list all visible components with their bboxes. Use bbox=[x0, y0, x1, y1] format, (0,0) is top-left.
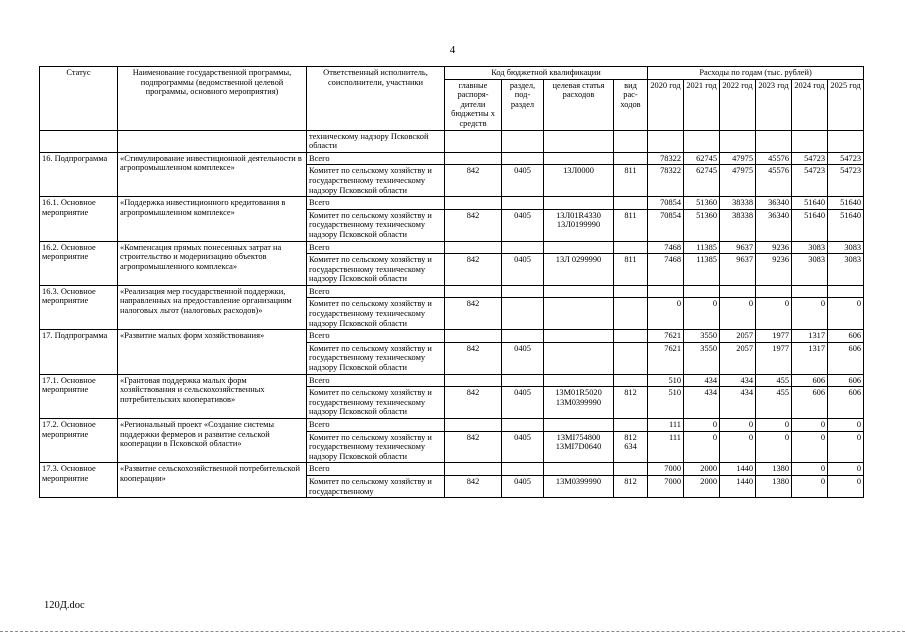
row-executor: Комитет по сельскому хозяйству и государственному техническому надзору Псковской области bbox=[307, 342, 445, 374]
year-value: 606 bbox=[792, 387, 828, 419]
code-rz: 0405 bbox=[502, 342, 544, 374]
code-gr: 842 bbox=[445, 165, 502, 197]
continuation-empty bbox=[502, 130, 544, 152]
row-executor: Комитет по сельскому хозяйству и государственному техническому надзору Псковской области bbox=[307, 254, 445, 286]
total-code-empty bbox=[445, 152, 502, 165]
row-name: «Региональный проект «Создание системы поддержки фермеров и развитие сельской кооперации в Псковской области» bbox=[118, 419, 307, 463]
code-cs: 13MI754800 13MI7D0640 bbox=[544, 431, 614, 463]
total-value bbox=[684, 285, 720, 298]
code-cs: 13Л01R4330 13Л0199990 bbox=[544, 209, 614, 241]
year-value: 47975 bbox=[720, 165, 756, 197]
year-value: 1977 bbox=[756, 342, 792, 374]
code-rz: 0405 bbox=[502, 475, 544, 497]
total-code-empty bbox=[614, 197, 648, 210]
row-name: «Грантовая поддержка малых форм хозяйствования и сельскохозяйственных потребительских кооперативов» bbox=[118, 374, 307, 418]
year-value: 0 bbox=[828, 475, 864, 497]
total-code-empty bbox=[502, 241, 544, 254]
total-code-empty bbox=[502, 285, 544, 298]
row-name: «Стимулирование инвестиционной деятельности в агропромышленном комплексе» bbox=[118, 152, 307, 196]
year-value: 3083 bbox=[828, 254, 864, 286]
code-gr: 842 bbox=[445, 209, 502, 241]
year-value: 9236 bbox=[756, 254, 792, 286]
year-value: 0 bbox=[828, 298, 864, 330]
code-vr: 812 bbox=[614, 387, 648, 419]
code-rz bbox=[502, 298, 544, 330]
table-row bbox=[40, 241, 864, 254]
row-status: 17.1. Основное мероприятие bbox=[40, 374, 118, 418]
total-value: 606 bbox=[828, 374, 864, 387]
code-gr: 842 bbox=[445, 475, 502, 497]
code-cs: 13Л 0299990 bbox=[544, 254, 614, 286]
total-value bbox=[756, 285, 792, 298]
total-value: 1317 bbox=[792, 330, 828, 343]
year-value: 0 bbox=[720, 298, 756, 330]
continuation-executor: техническому надзору Псковской области bbox=[307, 130, 445, 152]
header-name: Наименование государственной программы, подпрограммы (ведомственной целевой программы, основного мероприятия) bbox=[118, 67, 307, 131]
code-gr: 842 bbox=[445, 387, 502, 419]
row-executor: Комитет по сельскому хозяйству и государственному техническому надзору Псковской области bbox=[307, 431, 445, 463]
total-code-empty bbox=[614, 374, 648, 387]
code-rz: 0405 bbox=[502, 387, 544, 419]
total-value bbox=[720, 285, 756, 298]
code-rz: 0405 bbox=[502, 209, 544, 241]
year-value: 0 bbox=[792, 298, 828, 330]
budget-table bbox=[39, 66, 864, 498]
continuation-empty bbox=[614, 130, 648, 152]
year-value: 0 bbox=[648, 298, 684, 330]
total-code-empty bbox=[544, 330, 614, 343]
code-cs: 13Л0000 bbox=[544, 165, 614, 197]
row-status: 16.2. Основное мероприятие bbox=[40, 241, 118, 285]
total-label: Всего bbox=[307, 241, 445, 254]
total-code-empty bbox=[445, 419, 502, 432]
year-value: 45576 bbox=[756, 165, 792, 197]
total-value: 434 bbox=[684, 374, 720, 387]
continuation-empty bbox=[756, 130, 792, 152]
year-value: 434 bbox=[684, 387, 720, 419]
continuation-empty bbox=[792, 130, 828, 152]
year-value: 2000 bbox=[684, 475, 720, 497]
header-year-4: 2024 год bbox=[792, 79, 828, 130]
total-value: 0 bbox=[828, 419, 864, 432]
continuation-name-cell bbox=[118, 130, 307, 152]
total-code-empty bbox=[544, 463, 614, 476]
total-label: Всего bbox=[307, 374, 445, 387]
total-value: 9236 bbox=[756, 241, 792, 254]
header-year-5: 2025 год bbox=[828, 79, 864, 130]
year-value: 1317 bbox=[792, 342, 828, 374]
table-row bbox=[40, 374, 864, 387]
year-value: 2057 bbox=[720, 342, 756, 374]
total-code-empty bbox=[544, 241, 614, 254]
year-value: 0 bbox=[756, 431, 792, 463]
year-value: 38338 bbox=[720, 209, 756, 241]
row-name: «Реализация мер государственной поддержки, направленных на предоставление организациям налоговых льгот (налоговых расходов)» bbox=[118, 285, 307, 329]
total-value: 7000 bbox=[648, 463, 684, 476]
row-status: 17.2. Основное мероприятие bbox=[40, 419, 118, 463]
total-value: 606 bbox=[792, 374, 828, 387]
header-code-group: Код бюджетной квалификации bbox=[445, 67, 648, 80]
header-year-2: 2022 год bbox=[720, 79, 756, 130]
table-row bbox=[40, 330, 864, 343]
code-vr: 812 634 bbox=[614, 431, 648, 463]
total-value: 1977 bbox=[756, 330, 792, 343]
total-code-empty bbox=[445, 285, 502, 298]
code-vr bbox=[614, 342, 648, 374]
row-executor: Комитет по сельскому хозяйству и государственному техническому надзору Псковской области bbox=[307, 387, 445, 419]
continuation-empty bbox=[828, 130, 864, 152]
year-value: 0 bbox=[792, 431, 828, 463]
row-name: «Развитие малых форм хозяйствования» bbox=[118, 330, 307, 374]
header-code-1: раздел, под-раздел bbox=[502, 79, 544, 130]
year-value: 0 bbox=[828, 431, 864, 463]
total-value: 70854 bbox=[648, 197, 684, 210]
total-code-empty bbox=[445, 374, 502, 387]
row-name: «Развитие сельскохозяйственной потребительской кооперации» bbox=[118, 463, 307, 498]
row-executor: Комитет по сельскому хозяйству и государственному техническому надзору Псковской области bbox=[307, 209, 445, 241]
year-value: 54723 bbox=[828, 165, 864, 197]
total-code-empty bbox=[544, 152, 614, 165]
code-rz: 0405 bbox=[502, 165, 544, 197]
total-label: Всего bbox=[307, 419, 445, 432]
header-code-2: целевая статья расходов bbox=[544, 79, 614, 130]
header-code-0: главные распоря-дители бюджетны х средств bbox=[445, 79, 502, 130]
code-gr: 842 bbox=[445, 431, 502, 463]
total-value: 51640 bbox=[792, 197, 828, 210]
total-code-empty bbox=[614, 330, 648, 343]
continuation-status-cell bbox=[40, 130, 118, 152]
total-value: 9637 bbox=[720, 241, 756, 254]
header-code-3: вид рас-ходов bbox=[614, 79, 648, 130]
total-value: 51360 bbox=[684, 197, 720, 210]
total-value: 7621 bbox=[648, 330, 684, 343]
total-value: 1380 bbox=[756, 463, 792, 476]
continuation-empty bbox=[648, 130, 684, 152]
code-vr: 811 bbox=[614, 254, 648, 286]
year-value: 51360 bbox=[684, 209, 720, 241]
year-value: 11385 bbox=[684, 254, 720, 286]
year-value: 51640 bbox=[828, 209, 864, 241]
table-row bbox=[40, 463, 864, 476]
row-executor: Комитет по сельскому хозяйству и государственному bbox=[307, 475, 445, 497]
year-value: 51640 bbox=[792, 209, 828, 241]
code-vr: 812 bbox=[614, 475, 648, 497]
total-code-empty bbox=[445, 197, 502, 210]
total-label: Всего bbox=[307, 152, 445, 165]
total-value: 54723 bbox=[792, 152, 828, 165]
code-gr: 842 bbox=[445, 254, 502, 286]
header-year-0: 2020 год bbox=[648, 79, 684, 130]
year-value: 0 bbox=[720, 431, 756, 463]
year-value: 3083 bbox=[792, 254, 828, 286]
year-value: 510 bbox=[648, 387, 684, 419]
total-label: Всего bbox=[307, 285, 445, 298]
total-code-empty bbox=[502, 463, 544, 476]
total-value bbox=[828, 285, 864, 298]
total-value: 0 bbox=[792, 463, 828, 476]
year-value: 78322 bbox=[648, 165, 684, 197]
year-value: 3550 bbox=[684, 342, 720, 374]
total-code-empty bbox=[614, 463, 648, 476]
year-value: 0 bbox=[792, 475, 828, 497]
year-value: 1380 bbox=[756, 475, 792, 497]
code-rz: 0405 bbox=[502, 431, 544, 463]
year-value: 434 bbox=[720, 387, 756, 419]
total-value: 455 bbox=[756, 374, 792, 387]
table-body bbox=[40, 130, 864, 498]
year-value: 111 bbox=[648, 431, 684, 463]
row-executor: Комитет по сельскому хозяйству и государственному техническому надзору Псковской области bbox=[307, 298, 445, 330]
row-status: 16. Подпрограмма bbox=[40, 152, 118, 196]
row-status: 17. Подпрограмма bbox=[40, 330, 118, 374]
total-code-empty bbox=[544, 197, 614, 210]
total-value: 606 bbox=[828, 330, 864, 343]
year-value: 62745 bbox=[684, 165, 720, 197]
header-executor: Ответственный исполнитель, соисполнители, участники bbox=[307, 67, 445, 131]
code-rz: 0405 bbox=[502, 254, 544, 286]
total-code-empty bbox=[614, 419, 648, 432]
total-code-empty bbox=[502, 374, 544, 387]
year-value: 0 bbox=[756, 298, 792, 330]
page-number: 4 bbox=[449, 44, 456, 56]
total-code-empty bbox=[445, 241, 502, 254]
total-value: 0 bbox=[720, 419, 756, 432]
total-value: 0 bbox=[756, 419, 792, 432]
year-value: 7468 bbox=[648, 254, 684, 286]
total-value: 1440 bbox=[720, 463, 756, 476]
row-executor: Комитет по сельскому хозяйству и государственному техническому надзору Псковской области bbox=[307, 165, 445, 197]
footer-filename: 120Д.doc bbox=[44, 600, 85, 611]
row-name: «Компенсация прямых понесенных затрат на строительство и модернизацию объектов агропромышленного комплекса» bbox=[118, 241, 307, 285]
total-value: 0 bbox=[684, 419, 720, 432]
total-code-empty bbox=[614, 241, 648, 254]
total-code-empty bbox=[502, 330, 544, 343]
total-code-empty bbox=[445, 330, 502, 343]
total-value: 51640 bbox=[828, 197, 864, 210]
code-cs: 13M01R5020 13M0399990 bbox=[544, 387, 614, 419]
year-value: 7621 bbox=[648, 342, 684, 374]
header-row-main bbox=[40, 67, 864, 80]
continuation-empty bbox=[684, 130, 720, 152]
header-year-1: 2021 год bbox=[684, 79, 720, 130]
total-value: 0 bbox=[828, 463, 864, 476]
year-value: 9637 bbox=[720, 254, 756, 286]
total-value: 36340 bbox=[756, 197, 792, 210]
year-value: 0 bbox=[684, 431, 720, 463]
code-vr: 811 bbox=[614, 209, 648, 241]
year-value: 70854 bbox=[648, 209, 684, 241]
total-code-empty bbox=[544, 419, 614, 432]
table-row bbox=[40, 419, 864, 432]
total-code-empty bbox=[614, 152, 648, 165]
total-value: 3083 bbox=[792, 241, 828, 254]
year-value: 455 bbox=[756, 387, 792, 419]
table-row bbox=[40, 197, 864, 210]
total-value: 62745 bbox=[684, 152, 720, 165]
total-code-empty bbox=[614, 285, 648, 298]
total-value: 54723 bbox=[828, 152, 864, 165]
code-gr: 842 bbox=[445, 298, 502, 330]
continuation-row bbox=[40, 130, 864, 152]
row-status: 17.3. Основное мероприятие bbox=[40, 463, 118, 498]
continuation-empty bbox=[445, 130, 502, 152]
total-value: 47975 bbox=[720, 152, 756, 165]
total-code-empty bbox=[502, 419, 544, 432]
year-value: 0 bbox=[684, 298, 720, 330]
total-value: 78322 bbox=[648, 152, 684, 165]
total-label: Всего bbox=[307, 330, 445, 343]
total-value: 2057 bbox=[720, 330, 756, 343]
year-value: 606 bbox=[828, 387, 864, 419]
header-year-3: 2023 год bbox=[756, 79, 792, 130]
row-status: 16.1. Основное мероприятие bbox=[40, 197, 118, 241]
year-value: 606 bbox=[828, 342, 864, 374]
row-name: «Поддержка инвестиционного кредитования в агропромышленном комплексе» bbox=[118, 197, 307, 241]
header-expenses-group: Расходы по годам (тыс. рублей) bbox=[648, 67, 864, 80]
total-value: 2000 bbox=[684, 463, 720, 476]
total-code-empty bbox=[544, 374, 614, 387]
total-value: 3550 bbox=[684, 330, 720, 343]
total-value: 510 bbox=[648, 374, 684, 387]
header-status: Статус bbox=[40, 67, 118, 131]
code-cs bbox=[544, 342, 614, 374]
year-value: 7000 bbox=[648, 475, 684, 497]
code-gr: 842 bbox=[445, 342, 502, 374]
total-value bbox=[792, 285, 828, 298]
total-value: 0 bbox=[792, 419, 828, 432]
table-row bbox=[40, 152, 864, 165]
total-value: 45576 bbox=[756, 152, 792, 165]
total-label: Всего bbox=[307, 197, 445, 210]
total-value: 7468 bbox=[648, 241, 684, 254]
page-bottom-divider bbox=[0, 631, 905, 632]
row-status: 16.3. Основное мероприятие bbox=[40, 285, 118, 329]
code-cs bbox=[544, 298, 614, 330]
total-value: 111 bbox=[648, 419, 684, 432]
total-value: 11385 bbox=[684, 241, 720, 254]
year-value: 54723 bbox=[792, 165, 828, 197]
continuation-empty bbox=[720, 130, 756, 152]
table-row bbox=[40, 285, 864, 298]
total-label: Всего bbox=[307, 463, 445, 476]
total-code-empty bbox=[445, 463, 502, 476]
code-vr: 811 bbox=[614, 165, 648, 197]
code-cs: 13M0399990 bbox=[544, 475, 614, 497]
total-value: 434 bbox=[720, 374, 756, 387]
total-code-empty bbox=[544, 285, 614, 298]
total-value: 3083 bbox=[828, 241, 864, 254]
continuation-empty bbox=[544, 130, 614, 152]
total-value bbox=[648, 285, 684, 298]
total-code-empty bbox=[502, 152, 544, 165]
total-code-empty bbox=[502, 197, 544, 210]
code-vr bbox=[614, 298, 648, 330]
year-value: 1440 bbox=[720, 475, 756, 497]
year-value: 36340 bbox=[756, 209, 792, 241]
total-value: 38338 bbox=[720, 197, 756, 210]
